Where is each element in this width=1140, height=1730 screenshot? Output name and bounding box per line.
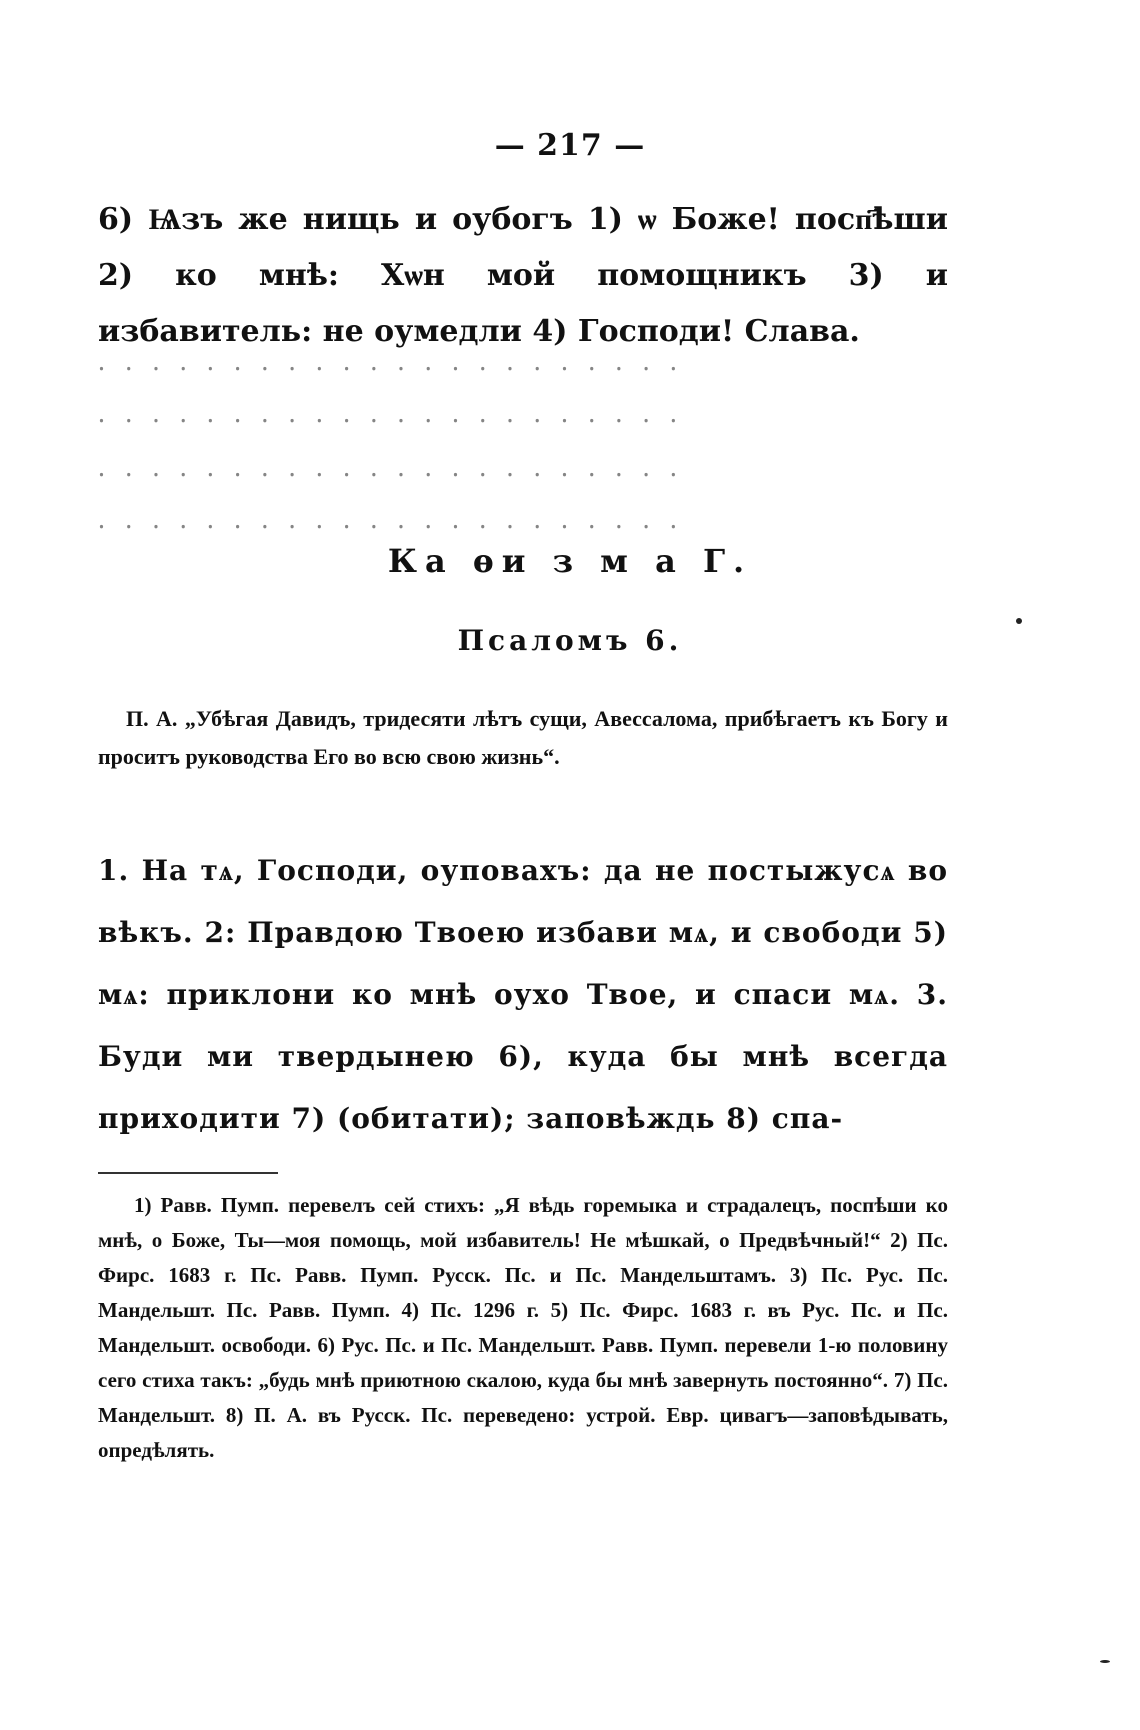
scan-speck: [1016, 618, 1022, 624]
scan-speck: [1100, 1660, 1110, 1663]
page-number: — 217 —: [494, 128, 646, 163]
verse-text-top: 6) Ѩзъ же нищь и оубогъ 1) ѡ Боже! посп҃ѣши 2) ко мнѣ: Хѡн мой помощникъ 3) и избавитель: не оумедли 4) Господи! Слава.: [98, 202, 948, 349]
psalm-verses: 1. На тѧ, Господи, оуповахъ: да не постыжусѧ во вѣкъ. 2: Правдою Твоею избави мѧ, и свободи 5) мѧ: приклони ко мнѣ оухо Твое, и спаси мѧ. 3. Буди ми твердынею 6), куда бы мнѣ всегда приходити 7) (обитати); заповѣждь 8) спа-: [98, 854, 948, 1135]
bleed-through-line: ⸱ ⸱ ⸱ ⸱ ⸱ ⸱ ⸱ ⸱ ⸱ ⸱ ⸱ ⸱ ⸱ ⸱ ⸱ ⸱ ⸱ ⸱ ⸱ ⸱ ⸱ ⸱: [98, 355, 683, 385]
bleed-through-line: ⸱ ⸱ ⸱ ⸱ ⸱ ⸱ ⸱ ⸱ ⸱ ⸱ ⸱ ⸱ ⸱ ⸱ ⸱ ⸱ ⸱ ⸱ ⸱ ⸱ ⸱ ⸱: [98, 461, 683, 491]
psalm-heading: Псаломъ 6.: [457, 624, 683, 657]
bleed-through-line: ⸱ ⸱ ⸱ ⸱ ⸱ ⸱ ⸱ ⸱ ⸱ ⸱ ⸱ ⸱ ⸱ ⸱ ⸱ ⸱ ⸱ ⸱ ⸱ ⸱ ⸱ ⸱: [98, 407, 683, 437]
footnotes: 1) Равв. Пумп. перевелъ сей стихъ: „Я вѣдь горемыка и страдалецъ, поспѣши ко мнѣ, о Боже, Ты—моя помощь, мой избавитель! Не мѣшкай, о Предвѣчный!“ 2) Пс. Фирс. 1683 г. Пс. Равв. Пумп. Русск. Пс. и Пс. Мандельштамъ. 3) Пс. Рус. Пс. Мандельшт. Пс. Равв. Пумп. 4) Пс. 1296 г. 5) Пс. Фирс. 1683 г. въ Рус. Пс. и Пс. Мандельшт. освободи. 6) Рус. Пс. и Пс. Мандельшт. Равв. Пумп. перевели 1-ю половину сего стиха такъ: „будь мнѣ приютною скалою, куда бы мнѣ завернуть постоянно“. 7) Пс. Мандельшт. 8) П. А. въ Русск. Пс. переведено: устрой. Евр. цивагъ—заповѣдывать, опредѣлять.: [98, 1193, 948, 1462]
bleed-through-line: ⸱ ⸱ ⸱ ⸱ ⸱ ⸱ ⸱ ⸱ ⸱ ⸱ ⸱ ⸱ ⸱ ⸱ ⸱ ⸱ ⸱ ⸱ ⸱ ⸱ ⸱ ⸱: [98, 513, 683, 543]
kathisma-title: Ка ѳи з м а Г.: [387, 542, 753, 580]
footnote-separator: [98, 1172, 278, 1174]
psalm-introduction: П. А. „Убѣгая Давидъ, тридесяти лѣтъ сущи, Авессалома, прибѣгаетъ къ Богу и проситъ руководства Его во всю свою жизнь“.: [98, 706, 948, 769]
